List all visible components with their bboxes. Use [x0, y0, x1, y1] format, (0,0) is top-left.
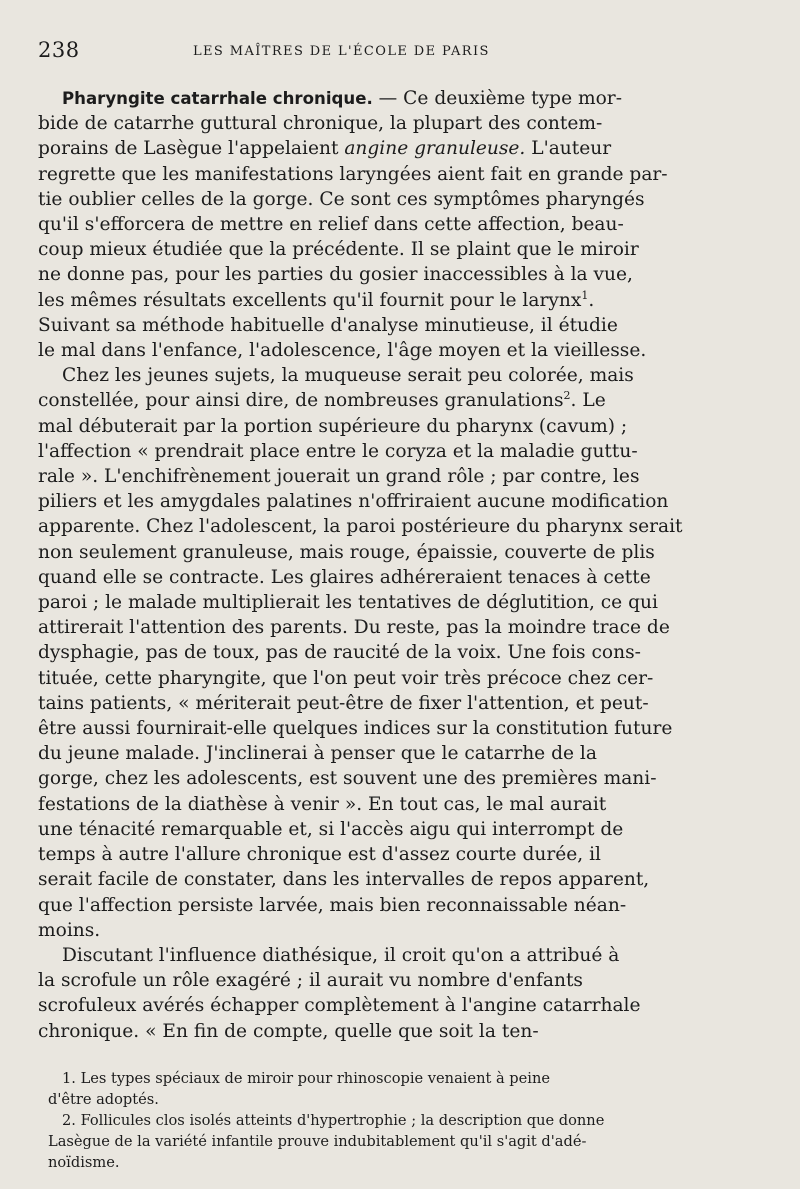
text-line: paroi ; le malade multiplierait les tentatives de déglutition, ce qui [38, 592, 658, 614]
text-line: festations de la diathèse à venir ». En tout cas, le mal aurait [38, 793, 607, 815]
text-line: être aussi fournirait-elle quelques indices sur la constitution future [38, 718, 673, 740]
text-line: tie oublier celles de la gorge. Ce sont ces symptômes pharyngés [38, 188, 645, 210]
text-line: gorge, chez les adolescents, est souvent une des premières mani- [38, 768, 657, 790]
text-fragment: L'auteur [525, 138, 612, 160]
footnote-2-continuation: Lasègue de la variété infantile prouve indubitablement qu'il s'agit d'adé- [48, 1133, 587, 1150]
text-line: l'affection « prendrait place entre le coryza et la maladie guttu- [38, 440, 638, 462]
text-line: rale ». L'enchifrènement jouerait un grand rôle ; par contre, les [38, 466, 640, 488]
text-line: coup mieux étudiée que la précédente. Il se plaint que le miroir [38, 239, 639, 261]
text-line: chronique. « En fin de compte, quelle que soit la ten- [38, 1020, 539, 1042]
page-header [38, 38, 678, 64]
text-line: apparente. Chez l'adolescent, la paroi postérieure du pharynx serait [38, 516, 683, 538]
text-line [38, 388, 678, 413]
section-term: Pharyngite catarrhale chronique. [62, 89, 373, 108]
page-number: 238 [38, 38, 80, 62]
text-line: la scrofule un rôle exagéré ; il aurait vu nombre d'enfants [38, 970, 583, 992]
footnote-1-continuation: d'être adoptés. [48, 1091, 159, 1108]
text-line: le mal dans l'enfance, l'adolescence, l'âge moyen et la vieillesse. [38, 340, 647, 362]
text-fragment: constellée, pour ainsi dire, de nombreuses granulations [38, 390, 564, 412]
text-line: serait facile de constater, dans les intervalles de repos apparent, [38, 869, 650, 891]
text-line: scrofuleux avérés échapper complètement à l'angine catarrhale [38, 995, 641, 1017]
footnotes [48, 1068, 688, 1173]
footnote-1: 1. Les types spéciaux de miroir pour rhinoscopie venaient à peine [62, 1070, 550, 1087]
text-line: Chez les jeunes sujets, la muqueuse serait peu colorée, mais [62, 365, 634, 387]
text-fragment: porains de Lasègue l'appelaient [38, 138, 345, 160]
text-line: temps à autre l'allure chronique est d'assez courte durée, il [38, 844, 601, 866]
text-fragment: les mêmes résultats excellents qu'il fournit pour le larynx [38, 289, 582, 311]
text-line: quand elle se contracte. Les glaires adhéreraient tenaces à cette [38, 566, 651, 588]
text-line: du jeune malade. J'inclinerai à penser que le catarrhe de la [38, 743, 597, 765]
text-line [38, 288, 678, 313]
text-line: une ténacité remarquable et, si l'accès aigu qui interrompt de [38, 818, 624, 840]
text-fragment: . [588, 289, 595, 311]
footnote-2-continuation: noïdisme. [48, 1154, 120, 1171]
text-line: Discutant l'influence diathésique, il croit qu'on a attribué à [62, 944, 620, 966]
text-line: tituée, cette pharyngite, que l'on peut voir très précoce chez cer- [38, 667, 654, 689]
text-line: Suivant sa méthode habituelle d'analyse minutieuse, il étudie [38, 314, 618, 336]
text-fragment: — Ce deuxième type mor- [372, 88, 622, 109]
text-line: bide de catarrhe guttural chronique, la plupart des contem- [38, 113, 603, 135]
text-line [38, 136, 678, 161]
paragraph-1 [38, 86, 678, 363]
text-line: non seulement granuleuse, mais rouge, épaissie, couverte de plis [38, 541, 655, 563]
running-title: LES MAÎTRES DE L'ÉCOLE DE PARIS [193, 44, 490, 59]
text-line: moins. [38, 919, 101, 941]
text-line: regrette que les manifestations laryngées aient fait en grande par- [38, 163, 668, 185]
text-line: dysphagie, pas de toux, pas de raucité de la voix. Une fois cons- [38, 642, 641, 664]
text-line: ne donne pas, pour les parties du gosier inaccessibles à la vue, [38, 264, 633, 286]
text-line: mal débuterait par la portion supérieure du pharynx (cavum) ; [38, 415, 628, 437]
body-text [38, 86, 683, 1044]
footnote-ref-2: 2 [563, 389, 571, 403]
footnote-ref-1: 1 [581, 288, 589, 302]
text-line: attirerait l'attention des parents. Du reste, pas la moindre trace de [38, 617, 670, 639]
text-line: que l'affection persiste larvée, mais bien reconnaissable néan- [38, 894, 627, 916]
paragraph-3 [38, 943, 678, 1044]
text-line: qu'il s'efforcera de mettre en relief dans cette affection, beau- [38, 214, 624, 236]
text-line: tains patients, « mériterait peut-être de fixer l'attention, et peut- [38, 692, 649, 714]
text-line [38, 86, 678, 111]
paragraph-2 [38, 363, 683, 943]
text-fragment: . Le [570, 390, 606, 412]
italic-term: angine granuleuse. [344, 138, 526, 160]
footnote-2: 2. Follicules clos isolés atteints d'hypertrophie ; la description que donne [62, 1112, 605, 1129]
text-line: piliers et les amygdales palatines n'offriraient aucune modification [38, 491, 669, 513]
